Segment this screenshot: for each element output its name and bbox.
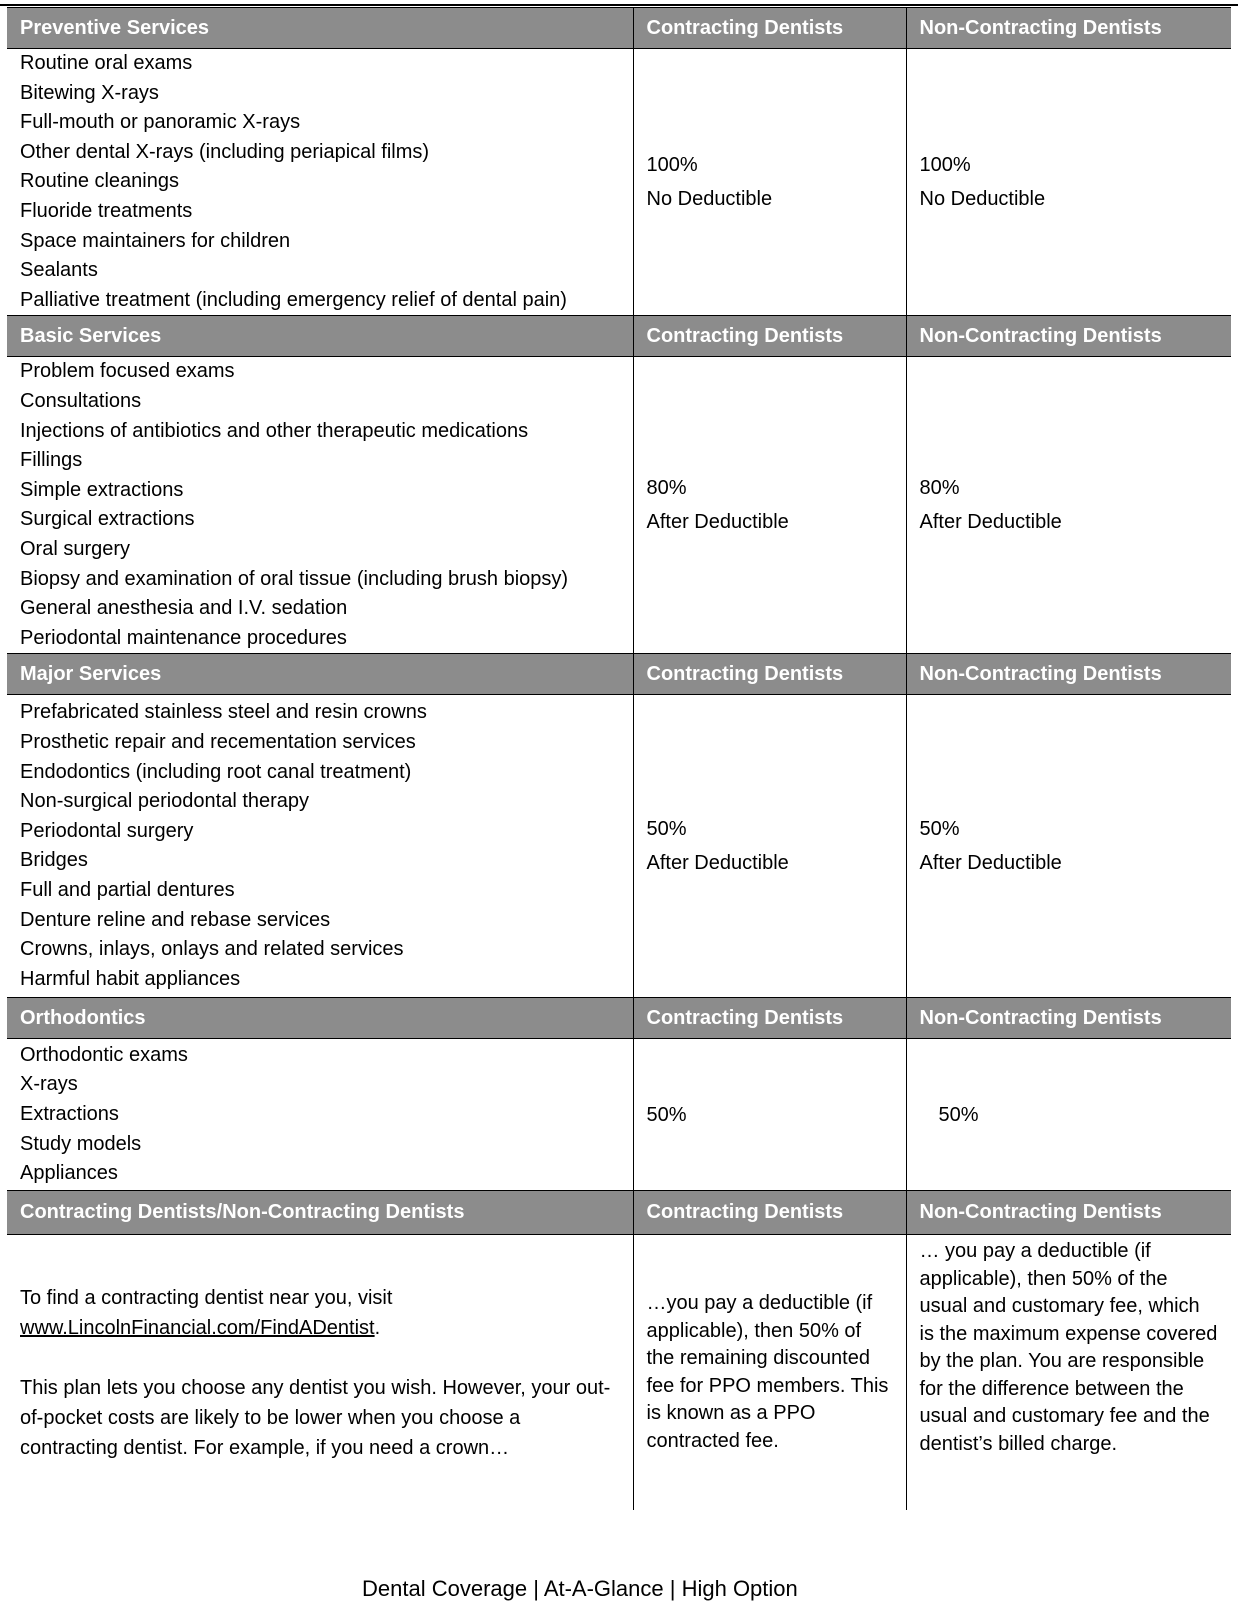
ortho-noncontracting-header: Non-Contracting Dentists — [906, 998, 1231, 1039]
ortho-contracting-header: Contracting Dentists — [633, 998, 906, 1039]
list-item: Orthodontic exams — [20, 1043, 188, 1066]
basic-noncontracting-pct: 80% — [919, 477, 960, 500]
major-body-row — [7, 695, 1231, 998]
basic-contracting-pct: 80% — [646, 477, 687, 500]
ortho-body-row — [7, 1039, 1231, 1191]
list-item: Consultations — [20, 389, 142, 412]
ortho-services-list — [7, 1041, 633, 1189]
ortho-contracting-pct: 50% — [646, 1103, 687, 1126]
list-item: Prefabricated stainless steel and resin crowns — [20, 701, 427, 724]
list-item: Study models — [20, 1132, 142, 1155]
preventive-noncontracting-header: Non-Contracting Dentists — [906, 8, 1231, 49]
list-item: Routine cleanings — [20, 170, 179, 193]
basic-services-cell — [7, 357, 633, 654]
find-dentist-link[interactable]: www.LincolnFinancial.com/FindADentist — [20, 1316, 375, 1339]
notes-left-cell — [7, 1235, 633, 1511]
list-item: Crowns, inlays, onlays and related services — [20, 938, 404, 961]
major-services-cell — [7, 695, 633, 998]
preventive-contracting-header: Contracting Dentists — [633, 8, 906, 49]
ortho-header-row — [7, 998, 1231, 1039]
preventive-services-list — [7, 49, 633, 315]
basic-contracting-cell — [633, 357, 906, 654]
preventive-body-row — [7, 49, 1231, 316]
list-item: Appliances — [20, 1162, 118, 1185]
notes-body-row — [7, 1235, 1231, 1511]
notes-noncontracting-text: … you pay a deductible (if applicable), then 50% of the usual and customary fee, which is the maximum expense covered by the plan. You are responsible for the difference between the usual and customary fee and the dentist’s billed charge. — [919, 1240, 1218, 1455]
ortho-noncontracting-pct: 50% — [938, 1103, 979, 1126]
notes-noncontracting-header: Non-Contracting Dentists — [906, 1191, 1231, 1235]
list-item: Periodontal maintenance procedures — [20, 626, 347, 649]
list-item: Problem focused exams — [20, 360, 235, 383]
list-item: Surgical extractions — [20, 508, 195, 531]
list-item: Non-surgical periodontal therapy — [20, 790, 310, 813]
preventive-header-row — [7, 8, 1231, 49]
list-item: X-rays — [20, 1073, 78, 1096]
find-dentist-text: To find a contracting dentist near you, visit — [20, 1286, 393, 1309]
list-item: Simple extractions — [20, 478, 184, 501]
basic-noncontracting-cell — [906, 357, 1231, 654]
find-dentist-period: . — [374, 1316, 381, 1339]
list-item: Injections of antibiotics and other therapeutic medications — [20, 419, 529, 442]
basic-header-row — [7, 316, 1231, 357]
list-item: Full-mouth or panoramic X-rays — [20, 111, 301, 134]
preventive-contracting-note: No Deductible — [646, 188, 773, 211]
ortho-services-cell — [7, 1039, 633, 1191]
major-noncontracting-pct: 50% — [919, 818, 960, 841]
list-item: Bridges — [20, 849, 88, 872]
major-contracting-pct: 50% — [646, 818, 687, 841]
notes-contracting-text: …you pay a deductible (if applicable), then 50% of the remaining discounted fee for PPO members. This is known as a PPO contracted fee. — [646, 1292, 889, 1452]
list-item: Periodontal surgery — [20, 819, 194, 842]
notes-noncontracting-cell — [906, 1235, 1231, 1511]
notes-header-row — [7, 1191, 1231, 1235]
list-item: Denture reline and rebase services — [20, 908, 331, 931]
top-rule — [0, 4, 1238, 6]
list-item: Bitewing X-rays — [20, 81, 159, 104]
major-section-title: Major Services — [7, 654, 633, 695]
major-contracting-cell — [633, 695, 906, 998]
dental-benefits-table — [7, 7, 1231, 1510]
list-item: Prosthetic repair and recementation services — [20, 730, 416, 753]
major-contracting-header: Contracting Dentists — [633, 654, 906, 695]
major-header-row — [7, 654, 1231, 695]
preventive-noncontracting-note: No Deductible — [919, 188, 1046, 211]
list-item: Harmful habit appliances — [20, 967, 241, 990]
notes-section-title: Contracting Dentists/Non-Contracting Dentists — [7, 1191, 633, 1235]
notes-contracting-header: Contracting Dentists — [633, 1191, 906, 1235]
list-item: Sealants — [20, 259, 98, 282]
preventive-contracting-pct: 100% — [646, 154, 698, 177]
major-noncontracting-note: After Deductible — [919, 852, 1062, 875]
list-item: Fluoride treatments — [20, 199, 193, 222]
basic-body-row — [7, 357, 1231, 654]
major-contracting-note: After Deductible — [646, 852, 789, 875]
choose-dentist-paragraph: This plan lets you choose any dentist you wish. However, your out-of-pocket costs are likely to be lower when you choose a contracting dentist. For example, if you need a crown… — [20, 1376, 611, 1459]
notes-left-text — [7, 1283, 633, 1463]
ortho-noncontracting-cell — [906, 1039, 1231, 1191]
preventive-noncontracting-pct: 100% — [919, 154, 971, 177]
list-item: Endodontics (including root canal treatment) — [20, 760, 412, 783]
paragraph-gap — [20, 1343, 619, 1373]
find-dentist-paragraph — [20, 1283, 619, 1343]
page-footer: Dental Coverage | At-A-Glance | High Option — [362, 1576, 798, 1601]
list-item: Palliative treatment (including emergency relief of dental pain) — [20, 288, 567, 311]
major-noncontracting-cell — [906, 695, 1231, 998]
basic-noncontracting-header: Non-Contracting Dentists — [906, 316, 1231, 357]
major-noncontracting-header: Non-Contracting Dentists — [906, 654, 1231, 695]
basic-section-title: Basic Services — [7, 316, 633, 357]
list-item: Extractions — [20, 1103, 119, 1126]
preventive-section-title: Preventive Services — [7, 8, 633, 49]
list-item: Biopsy and examination of oral tissue (including brush biopsy) — [20, 567, 569, 590]
list-item: General anesthesia and I.V. sedation — [20, 597, 348, 620]
notes-contracting-cell — [633, 1235, 906, 1511]
list-item: Other dental X-rays (including periapical films) — [20, 140, 430, 163]
basic-noncontracting-note: After Deductible — [919, 511, 1062, 534]
basic-services-list — [7, 357, 633, 653]
list-item: Fillings — [20, 449, 83, 472]
list-item: Space maintainers for children — [20, 229, 291, 252]
major-services-list — [7, 698, 633, 994]
list-item: Oral surgery — [20, 537, 131, 560]
preventive-noncontracting-cell — [906, 49, 1231, 316]
preventive-contracting-cell — [633, 49, 906, 316]
preventive-services-cell — [7, 49, 633, 316]
ortho-contracting-cell — [633, 1039, 906, 1191]
list-item: Routine oral exams — [20, 52, 193, 74]
basic-contracting-note: After Deductible — [646, 511, 789, 534]
basic-contracting-header: Contracting Dentists — [633, 316, 906, 357]
ortho-section-title: Orthodontics — [7, 998, 633, 1039]
list-item: Full and partial dentures — [20, 878, 235, 901]
